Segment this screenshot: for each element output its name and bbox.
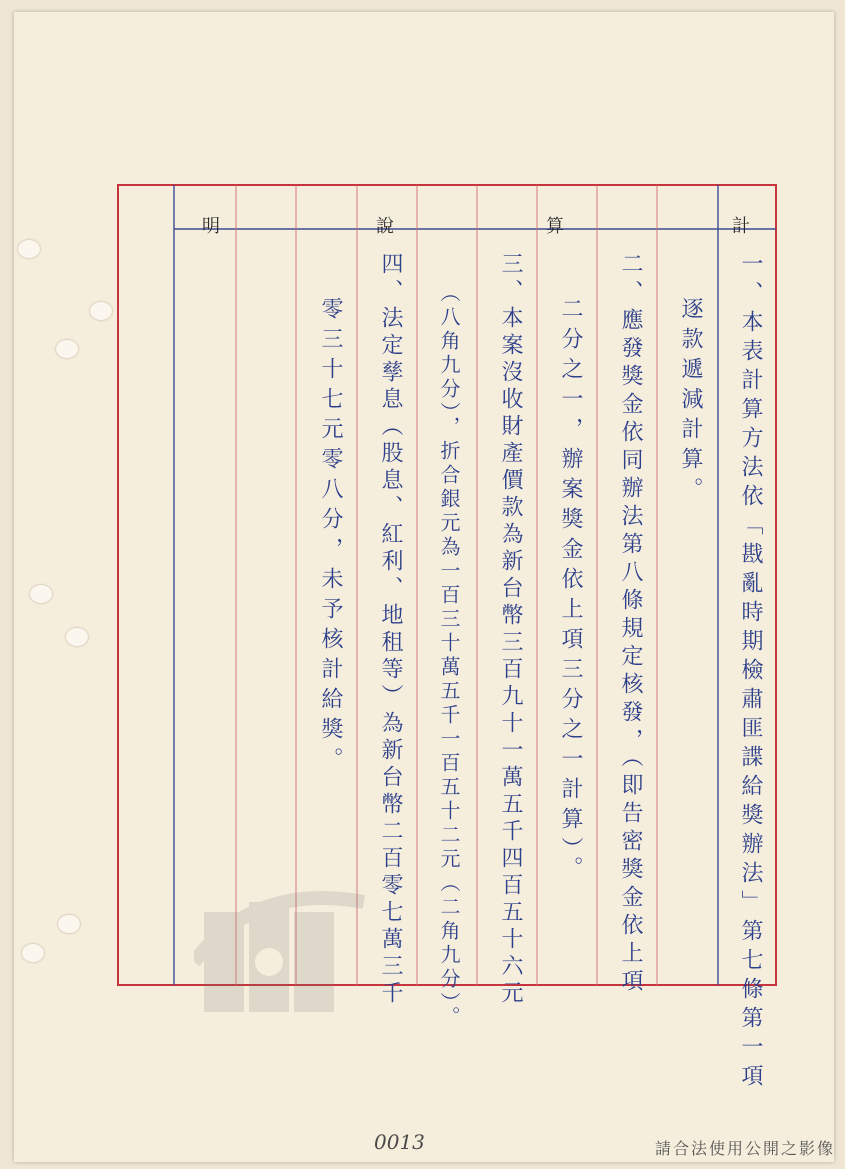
note-line-6: （八角九分），折合銀元為一百三十萬五千一百五十二元（二角九分）。 xyxy=(437,282,461,1030)
note-line-7: 四、法定孳息（股息、紅利、地租等）為新台幣二百零七萬三千 xyxy=(378,252,403,1008)
form-frame xyxy=(14,12,834,1162)
punch-hole xyxy=(30,585,52,603)
punch-hole xyxy=(56,340,78,358)
header-suan: 算 xyxy=(546,216,564,237)
page-number: 0013 xyxy=(374,1130,425,1154)
note-line-4: 二分之一，辦案獎金依上項三分之一計算）。 xyxy=(558,297,583,886)
note-line-2: 逐款遞減計算。 xyxy=(678,297,703,507)
note-line-8: 零三十七元零八分，未予核計給獎。 xyxy=(318,297,343,777)
punch-hole xyxy=(90,302,112,320)
archive-logo xyxy=(194,882,374,1022)
note-line-5: 三、本案沒收財產價款為新台幣三百九十一萬五千四百五十六元 xyxy=(498,252,523,1008)
document-page xyxy=(14,12,834,1162)
punch-hole xyxy=(22,944,44,962)
note-line-1: 一、本表計算方法依「戡亂時期檢肅匪諜給獎辦法」第七條第一項 xyxy=(738,252,763,1093)
header-ming: 明 xyxy=(202,216,220,237)
punch-hole xyxy=(18,240,40,258)
punch-hole xyxy=(66,628,88,646)
punch-hole xyxy=(58,915,80,933)
header-shuo: 說 xyxy=(376,216,394,237)
watermark-text: 請合法使用公開之影像 xyxy=(654,1139,835,1158)
note-line-3: 二、應發獎金依同辦法第八條規定核發，（即告密獎金依上項 xyxy=(618,252,643,997)
header-ji: 計 xyxy=(732,216,750,237)
